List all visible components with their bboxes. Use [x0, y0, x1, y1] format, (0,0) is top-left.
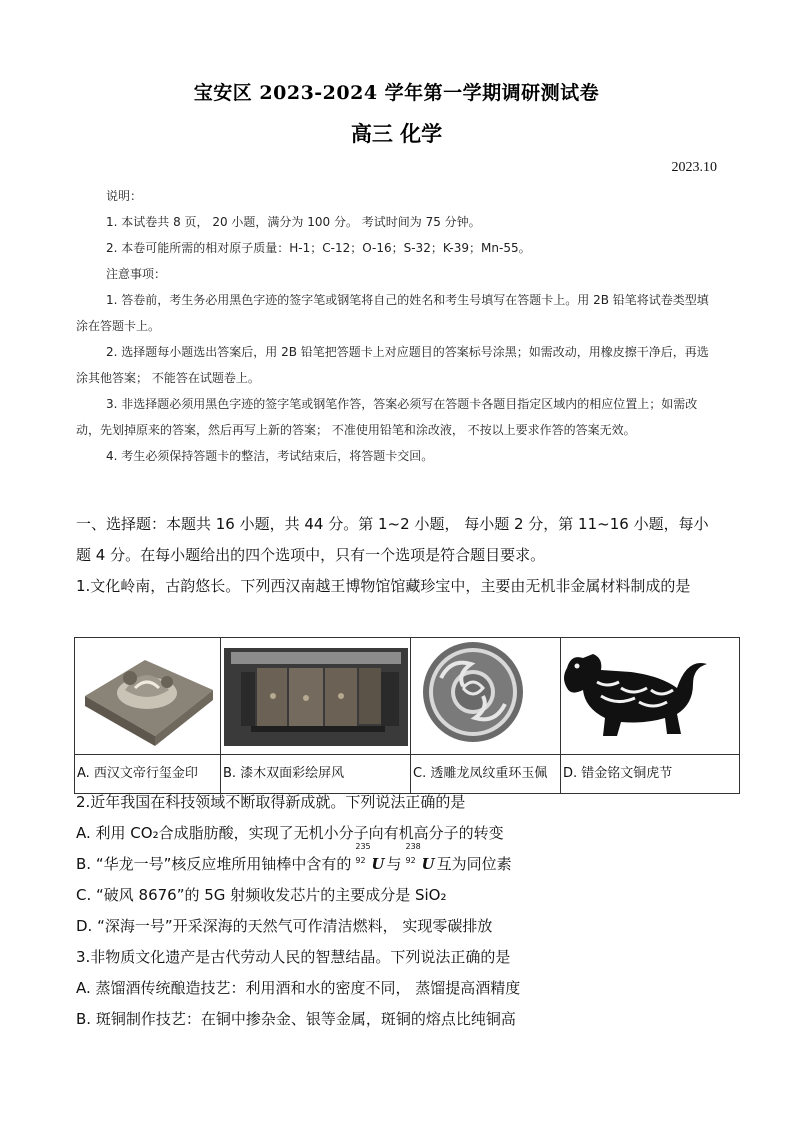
option-a-label: A. 西汉文帝行玺金印 — [75, 755, 221, 794]
option-c-label: C. 透雕龙凤纹重环玉佩 — [411, 755, 561, 794]
question-2-option-b — [76, 842, 718, 880]
exam-title: 宝安区 2023-2024 学年第一学期调研测试卷 — [193, 82, 600, 104]
instructions — [76, 183, 718, 469]
instruction-item: 2. 本卷可能所需的相对原子质量：H-1；C-12；O-16；S-32；K-39；Mn-55。 — [106, 241, 531, 255]
question-1-stem: 1.文化岭南，古韵悠长。下列西汉南越王博物馆馆藏珍宝中，主要由无机非金属材料制成的是 — [76, 577, 691, 595]
option-a-image — [75, 638, 221, 755]
question-3-option-a: A. 蒸馏酒传统酿造技艺：利用酒和水的密度不同， 蒸馏提高酒精度 — [76, 979, 521, 997]
question-3 — [76, 942, 718, 1035]
question-3-option-b: B. 斑铜制作技艺：在铜中掺杂金、银等金属，斑铜的熔点比纯铜高 — [76, 1010, 516, 1028]
option-d-image — [561, 638, 740, 755]
note-item: 2. 选择题每小题选出答案后，用 2B 铅笔把答题卡上对应题目的答案标号涂黑；如需改动，用橡皮擦干净后，再选涂其他答案； 不能答在试题卷上。 — [76, 345, 709, 385]
question-3-stem: 3.非物质文化遗产是古代劳动人民的智慧结晶。下列说法正确的是 — [76, 948, 511, 966]
note-item: 4. 考生必须保持答题卡的整洁，考试结束后，将答题卡交回。 — [106, 449, 434, 463]
question-2-option-d: D. “深海一号”开采深海的天然气可作清洁燃料， 实现零碳排放 — [76, 917, 493, 935]
instructions-heading: 说明： — [106, 189, 143, 203]
isotope-u238: 238 92 U — [405, 842, 435, 873]
option-b-text-post: 互为同位素 — [436, 855, 512, 873]
exam-date: 2023.10 — [671, 160, 717, 175]
question-2 — [76, 787, 718, 942]
section1-heading: 一、选择题：本题共 16 小题，共 44 分。第 1~2 小题， 每小题 2 分，第 11~16 小题，每小题 4 分。在每小题给出的四个选项中，只有一个选项是符合题目要求。 — [76, 515, 709, 564]
option-d-label: D. 错金铭文铜虎节 — [561, 755, 740, 794]
option-b-label: B. 漆木双面彩绘屏风 — [221, 755, 411, 794]
notes-heading: 注意事项： — [106, 267, 167, 281]
question-2-option-a: A. 利用 CO₂合成脂肪酸，实现了无机小分子向有机高分子的转变 — [76, 824, 504, 842]
seal-icon — [75, 638, 221, 750]
option-b-text-mid: 与 — [386, 855, 402, 873]
note-item: 3. 非选择题必须用黑色字迹的签字笔或钢笔作答，答案必须写在答题卡各题目指定区域内的相应位置上；如需改动，先划掉原来的答案，然后再写上新的答案； 不准使用铅笔和涂改液， 不按以上要求作答的答案无效。 — [76, 397, 698, 437]
option-b-text-pre: B. “华龙一号”核反应堆所用铀棒中含有的 — [76, 855, 352, 873]
isotope-u235: 235 92 U — [355, 842, 385, 873]
question-1-options-table — [74, 637, 740, 794]
jade-disc-icon — [411, 638, 561, 750]
exam-subtitle: 高三 化学 — [350, 121, 443, 146]
option-c-image — [411, 638, 561, 755]
question-2-stem: 2.近年我国在科技领域不断取得新成就。下列说法正确的是 — [76, 793, 466, 811]
note-item: 1. 答卷前，考生务必用黑色字迹的签字笔或钢笔将自己的姓名和考生号填写在答题卡上。用 2B 铅笔将试卷类型填涂在答题卡上。 — [76, 293, 709, 333]
question-2-option-c: C. “破风 8676”的 5G 射频收发芯片的主要成分是 SiO₂ — [76, 886, 447, 904]
instruction-item: 1. 本试卷共 8 页， 20 小题，满分为 100 分。 考试时间为 75 分钟。 — [106, 215, 481, 229]
tiger-icon — [561, 638, 740, 750]
option-b-image — [221, 638, 411, 755]
screen-icon — [221, 638, 411, 750]
